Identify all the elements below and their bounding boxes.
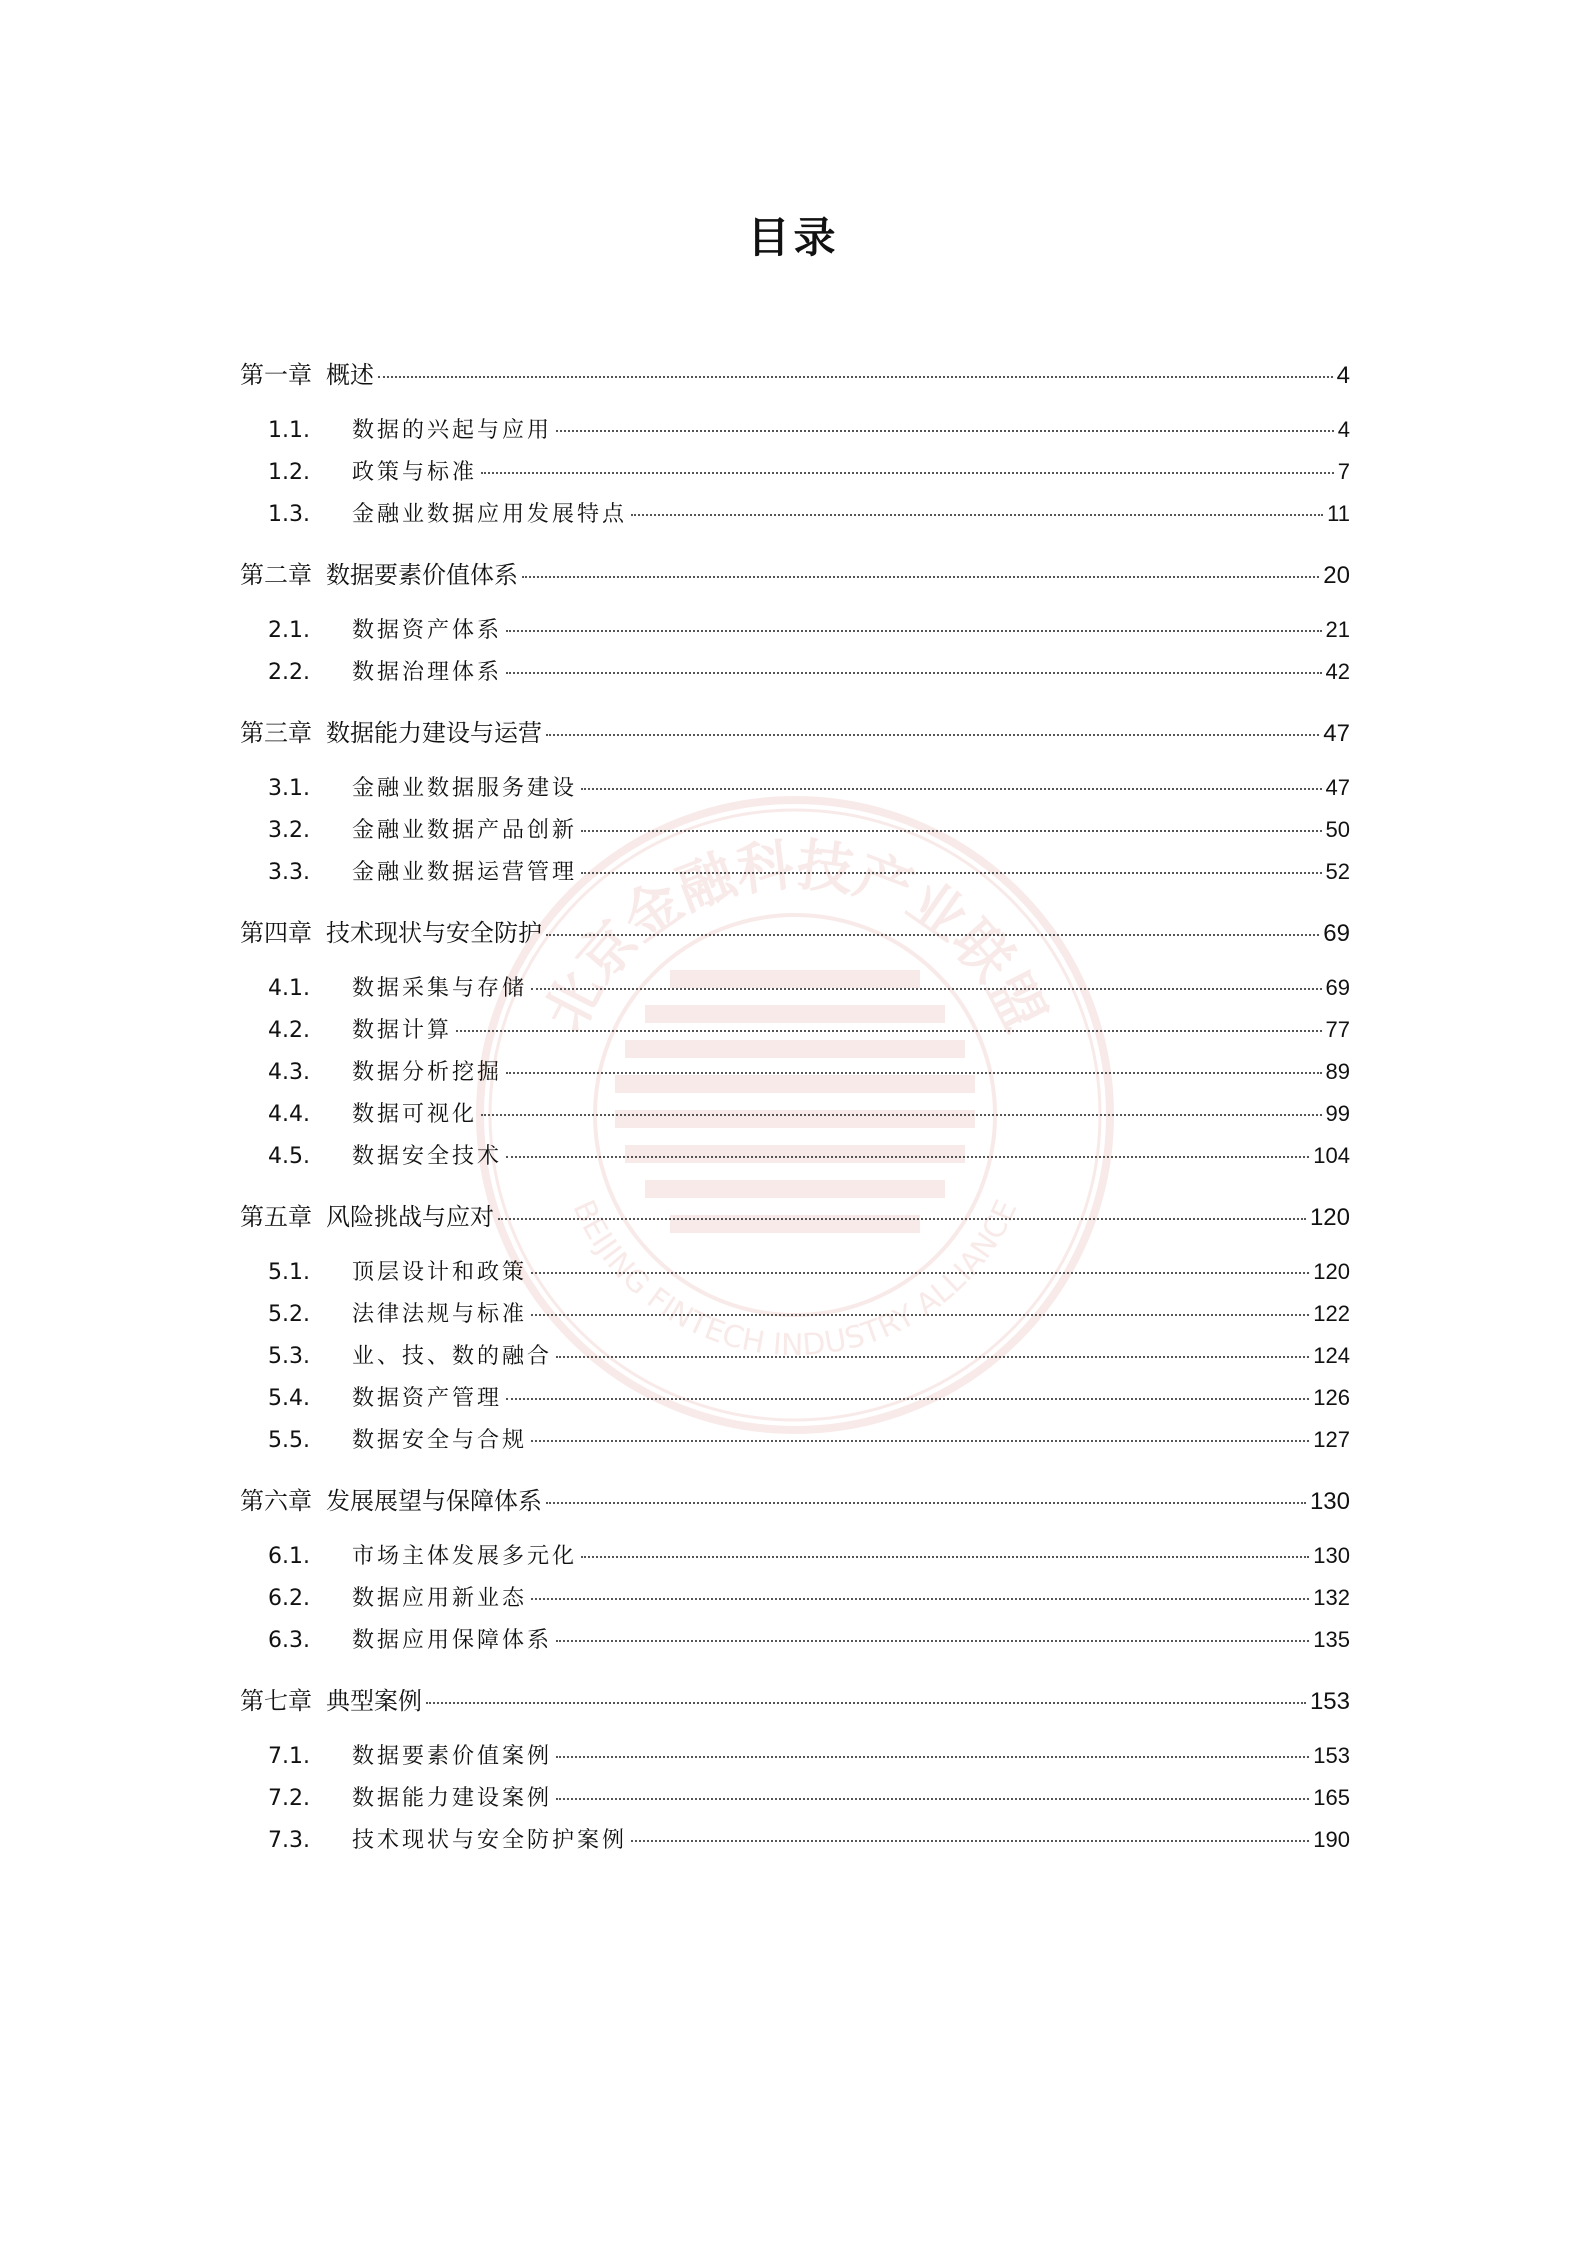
page-number: 47 bbox=[1325, 775, 1350, 800]
dot-leader bbox=[506, 672, 1322, 674]
chapter-title: 数据能力建设与运营 bbox=[326, 719, 542, 747]
dot-leader bbox=[556, 1798, 1309, 1800]
section-title: 数据分析挖掘 bbox=[352, 1060, 503, 1085]
chapter-number: 第二章 bbox=[240, 561, 312, 589]
dot-leader bbox=[481, 1114, 1322, 1116]
toc-section-entry[interactable] bbox=[240, 771, 1350, 813]
dot-leader bbox=[531, 1598, 1309, 1600]
chapter-number: 第四章 bbox=[240, 919, 312, 947]
toc-chapter-entry[interactable] bbox=[240, 1681, 1350, 1723]
toc-section-entry[interactable] bbox=[240, 1255, 1350, 1297]
toc-section-entry[interactable] bbox=[240, 855, 1350, 897]
dot-leader bbox=[631, 1840, 1309, 1842]
dot-leader bbox=[506, 1072, 1322, 1074]
page-number: 130 bbox=[1313, 1543, 1350, 1568]
svg-text:BEIJING FINTECH INDUSTRY ALLIA: BEIJING FINTECH INDUSTRY ALLIANCE bbox=[565, 1194, 1025, 1364]
page-number: 124 bbox=[1313, 1343, 1350, 1368]
dot-leader bbox=[556, 1640, 1309, 1642]
page-number: 104 bbox=[1313, 1143, 1350, 1168]
section-number: 5.4. bbox=[268, 1386, 310, 1411]
page-number: 77 bbox=[1325, 1017, 1350, 1042]
toc-section-entry[interactable] bbox=[240, 613, 1350, 655]
chapter-title: 技术现状与安全防护 bbox=[326, 919, 542, 947]
section-title: 数据采集与存储 bbox=[352, 976, 528, 1001]
section-title: 技术现状与安全防护案例 bbox=[352, 1828, 628, 1853]
page-number: 7 bbox=[1337, 459, 1350, 484]
page-number: 42 bbox=[1325, 659, 1350, 684]
section-title: 市场主体发展多元化 bbox=[352, 1544, 578, 1569]
toc-section-entry[interactable] bbox=[240, 497, 1350, 539]
dot-leader bbox=[506, 630, 1322, 632]
section-title: 数据安全技术 bbox=[352, 1144, 503, 1169]
section-number: 4.4. bbox=[268, 1102, 310, 1127]
section-title: 金融业数据产品创新 bbox=[352, 818, 578, 843]
dot-leader bbox=[546, 1502, 1306, 1504]
dot-leader bbox=[426, 1702, 1306, 1704]
chapter-title: 发展展望与保障体系 bbox=[326, 1487, 542, 1515]
dot-leader bbox=[581, 1556, 1309, 1558]
dot-leader bbox=[378, 376, 1333, 378]
table-of-contents bbox=[240, 355, 1350, 1865]
page-number: 153 bbox=[1309, 1688, 1350, 1715]
page-number: 21 bbox=[1325, 617, 1350, 642]
section-title: 政策与标准 bbox=[352, 460, 478, 485]
chapter-number: 第六章 bbox=[240, 1487, 312, 1515]
section-title: 顶层设计和政策 bbox=[352, 1260, 528, 1285]
toc-section-entry[interactable] bbox=[240, 1781, 1350, 1823]
section-number: 5.3. bbox=[268, 1344, 310, 1369]
toc-section-entry[interactable] bbox=[240, 1539, 1350, 1581]
section-title: 数据安全与合规 bbox=[352, 1428, 528, 1453]
dot-leader bbox=[531, 1314, 1309, 1316]
toc-section-entry[interactable] bbox=[240, 1097, 1350, 1139]
toc-chapter-entry[interactable] bbox=[240, 913, 1350, 955]
dot-leader bbox=[531, 988, 1322, 990]
chapter-title: 概述 bbox=[326, 361, 374, 389]
dot-leader bbox=[556, 1356, 1309, 1358]
page-number: 132 bbox=[1313, 1585, 1350, 1610]
dot-leader bbox=[481, 472, 1334, 474]
toc-section-entry[interactable] bbox=[240, 1339, 1350, 1381]
dot-leader bbox=[581, 872, 1322, 874]
page-number: 99 bbox=[1325, 1101, 1350, 1126]
section-number: 4.1. bbox=[268, 976, 310, 1001]
dot-leader bbox=[506, 1156, 1309, 1158]
section-number: 1.3. bbox=[268, 502, 310, 527]
section-number: 7.2. bbox=[268, 1786, 310, 1811]
dot-leader bbox=[498, 1218, 1306, 1220]
section-title: 业、技、数的融合 bbox=[352, 1344, 553, 1369]
toc-chapter-entry[interactable] bbox=[240, 1481, 1350, 1523]
section-number: 2.1. bbox=[268, 618, 310, 643]
section-title: 数据应用保障体系 bbox=[352, 1628, 553, 1653]
page-number: 135 bbox=[1313, 1627, 1350, 1652]
section-title: 金融业数据服务建设 bbox=[352, 776, 578, 801]
toc-section-entry[interactable] bbox=[240, 1381, 1350, 1423]
page-number: 89 bbox=[1325, 1059, 1350, 1084]
chapter-number: 第七章 bbox=[240, 1687, 312, 1715]
dot-leader bbox=[506, 1398, 1309, 1400]
toc-section-entry[interactable] bbox=[240, 1139, 1350, 1181]
section-title: 数据计算 bbox=[352, 1018, 453, 1043]
svg-text:北京金融科技产业联盟: 北京金融科技产业联盟 bbox=[532, 832, 1058, 1042]
page-number: 47 bbox=[1323, 720, 1350, 747]
dot-leader bbox=[546, 934, 1319, 936]
page-number: 120 bbox=[1313, 1259, 1350, 1284]
section-number: 3.2. bbox=[268, 818, 310, 843]
page-number: 69 bbox=[1325, 975, 1350, 1000]
page-number: 153 bbox=[1313, 1743, 1350, 1768]
page-number: 20 bbox=[1323, 562, 1350, 589]
toc-section-entry[interactable] bbox=[240, 1423, 1350, 1465]
dot-leader bbox=[531, 1440, 1309, 1442]
chapter-number: 第五章 bbox=[240, 1203, 312, 1231]
section-title: 金融业数据运营管理 bbox=[352, 860, 578, 885]
section-number: 4.3. bbox=[268, 1060, 310, 1085]
page-number: 190 bbox=[1313, 1827, 1350, 1852]
section-title: 法律法规与标准 bbox=[352, 1302, 528, 1327]
section-title: 数据资产体系 bbox=[352, 618, 503, 643]
section-title: 数据要素价值案例 bbox=[352, 1744, 553, 1769]
section-number: 7.3. bbox=[268, 1828, 310, 1853]
page-number: 165 bbox=[1313, 1785, 1350, 1810]
section-number: 3.3. bbox=[268, 860, 310, 885]
toc-section-entry[interactable] bbox=[240, 971, 1350, 1013]
toc-chapter-entry[interactable] bbox=[240, 1197, 1350, 1239]
page-title: 目录 bbox=[747, 213, 840, 262]
section-number: 6.3. bbox=[268, 1628, 310, 1653]
section-number: 5.2. bbox=[268, 1302, 310, 1327]
section-title: 数据治理体系 bbox=[352, 660, 503, 685]
page-number: 130 bbox=[1309, 1488, 1350, 1515]
chapter-number: 第一章 bbox=[240, 361, 312, 389]
section-number: 6.2. bbox=[268, 1586, 310, 1611]
toc-section-entry[interactable] bbox=[240, 655, 1350, 697]
toc-chapter-entry[interactable] bbox=[240, 713, 1350, 755]
dot-leader bbox=[581, 788, 1322, 790]
dot-leader bbox=[556, 1756, 1309, 1758]
toc-section-entry[interactable] bbox=[240, 1297, 1350, 1339]
section-number: 1.2. bbox=[268, 460, 310, 485]
toc-section-entry[interactable] bbox=[240, 1623, 1350, 1665]
section-title: 数据可视化 bbox=[352, 1102, 478, 1127]
section-number: 4.5. bbox=[268, 1144, 310, 1169]
page-number: 52 bbox=[1325, 859, 1350, 884]
toc-section-entry[interactable] bbox=[240, 455, 1350, 497]
toc-section-entry[interactable] bbox=[240, 1013, 1350, 1055]
toc-chapter-entry[interactable] bbox=[240, 555, 1350, 597]
toc-section-entry[interactable] bbox=[240, 1581, 1350, 1623]
chapter-title: 典型案例 bbox=[326, 1687, 422, 1715]
dot-leader bbox=[581, 830, 1322, 832]
toc-section-entry[interactable] bbox=[240, 1739, 1350, 1781]
page-number: 11 bbox=[1327, 501, 1350, 526]
section-number: 6.1. bbox=[268, 1544, 310, 1569]
page-number: 50 bbox=[1325, 817, 1350, 842]
section-number: 7.1. bbox=[268, 1744, 310, 1769]
page-number: 122 bbox=[1313, 1301, 1350, 1326]
page-number: 4 bbox=[1336, 362, 1350, 389]
chapter-title: 数据要素价值体系 bbox=[326, 561, 518, 589]
section-title: 数据能力建设案例 bbox=[352, 1786, 553, 1811]
section-number: 3.1. bbox=[268, 776, 310, 801]
section-title: 数据应用新业态 bbox=[352, 1586, 528, 1611]
page-number: 69 bbox=[1323, 920, 1350, 947]
section-number: 2.2. bbox=[268, 660, 310, 685]
page-number: 126 bbox=[1313, 1385, 1350, 1410]
dot-leader bbox=[522, 576, 1319, 578]
dot-leader bbox=[546, 734, 1319, 736]
section-number: 1.1. bbox=[268, 418, 310, 443]
chapter-title: 风险挑战与应对 bbox=[326, 1203, 494, 1231]
page-number: 120 bbox=[1309, 1204, 1350, 1231]
chapter-number: 第三章 bbox=[240, 719, 312, 747]
dot-leader bbox=[531, 1272, 1309, 1274]
toc-section-entry[interactable] bbox=[240, 413, 1350, 455]
dot-leader bbox=[556, 430, 1334, 432]
page-number: 4 bbox=[1337, 417, 1350, 442]
toc-section-entry[interactable] bbox=[240, 1823, 1350, 1865]
section-title: 数据的兴起与应用 bbox=[352, 418, 553, 443]
section-number: 5.1. bbox=[268, 1260, 310, 1285]
dot-leader bbox=[456, 1030, 1322, 1032]
section-title: 金融业数据应用发展特点 bbox=[352, 502, 628, 527]
section-title: 数据资产管理 bbox=[352, 1386, 503, 1411]
section-number: 5.5. bbox=[268, 1428, 310, 1453]
dot-leader bbox=[631, 514, 1323, 516]
toc-section-entry[interactable] bbox=[240, 813, 1350, 855]
section-number: 4.2. bbox=[268, 1018, 310, 1043]
toc-section-entry[interactable] bbox=[240, 1055, 1350, 1097]
page-number: 127 bbox=[1313, 1427, 1350, 1452]
toc-chapter-entry[interactable] bbox=[240, 355, 1350, 397]
